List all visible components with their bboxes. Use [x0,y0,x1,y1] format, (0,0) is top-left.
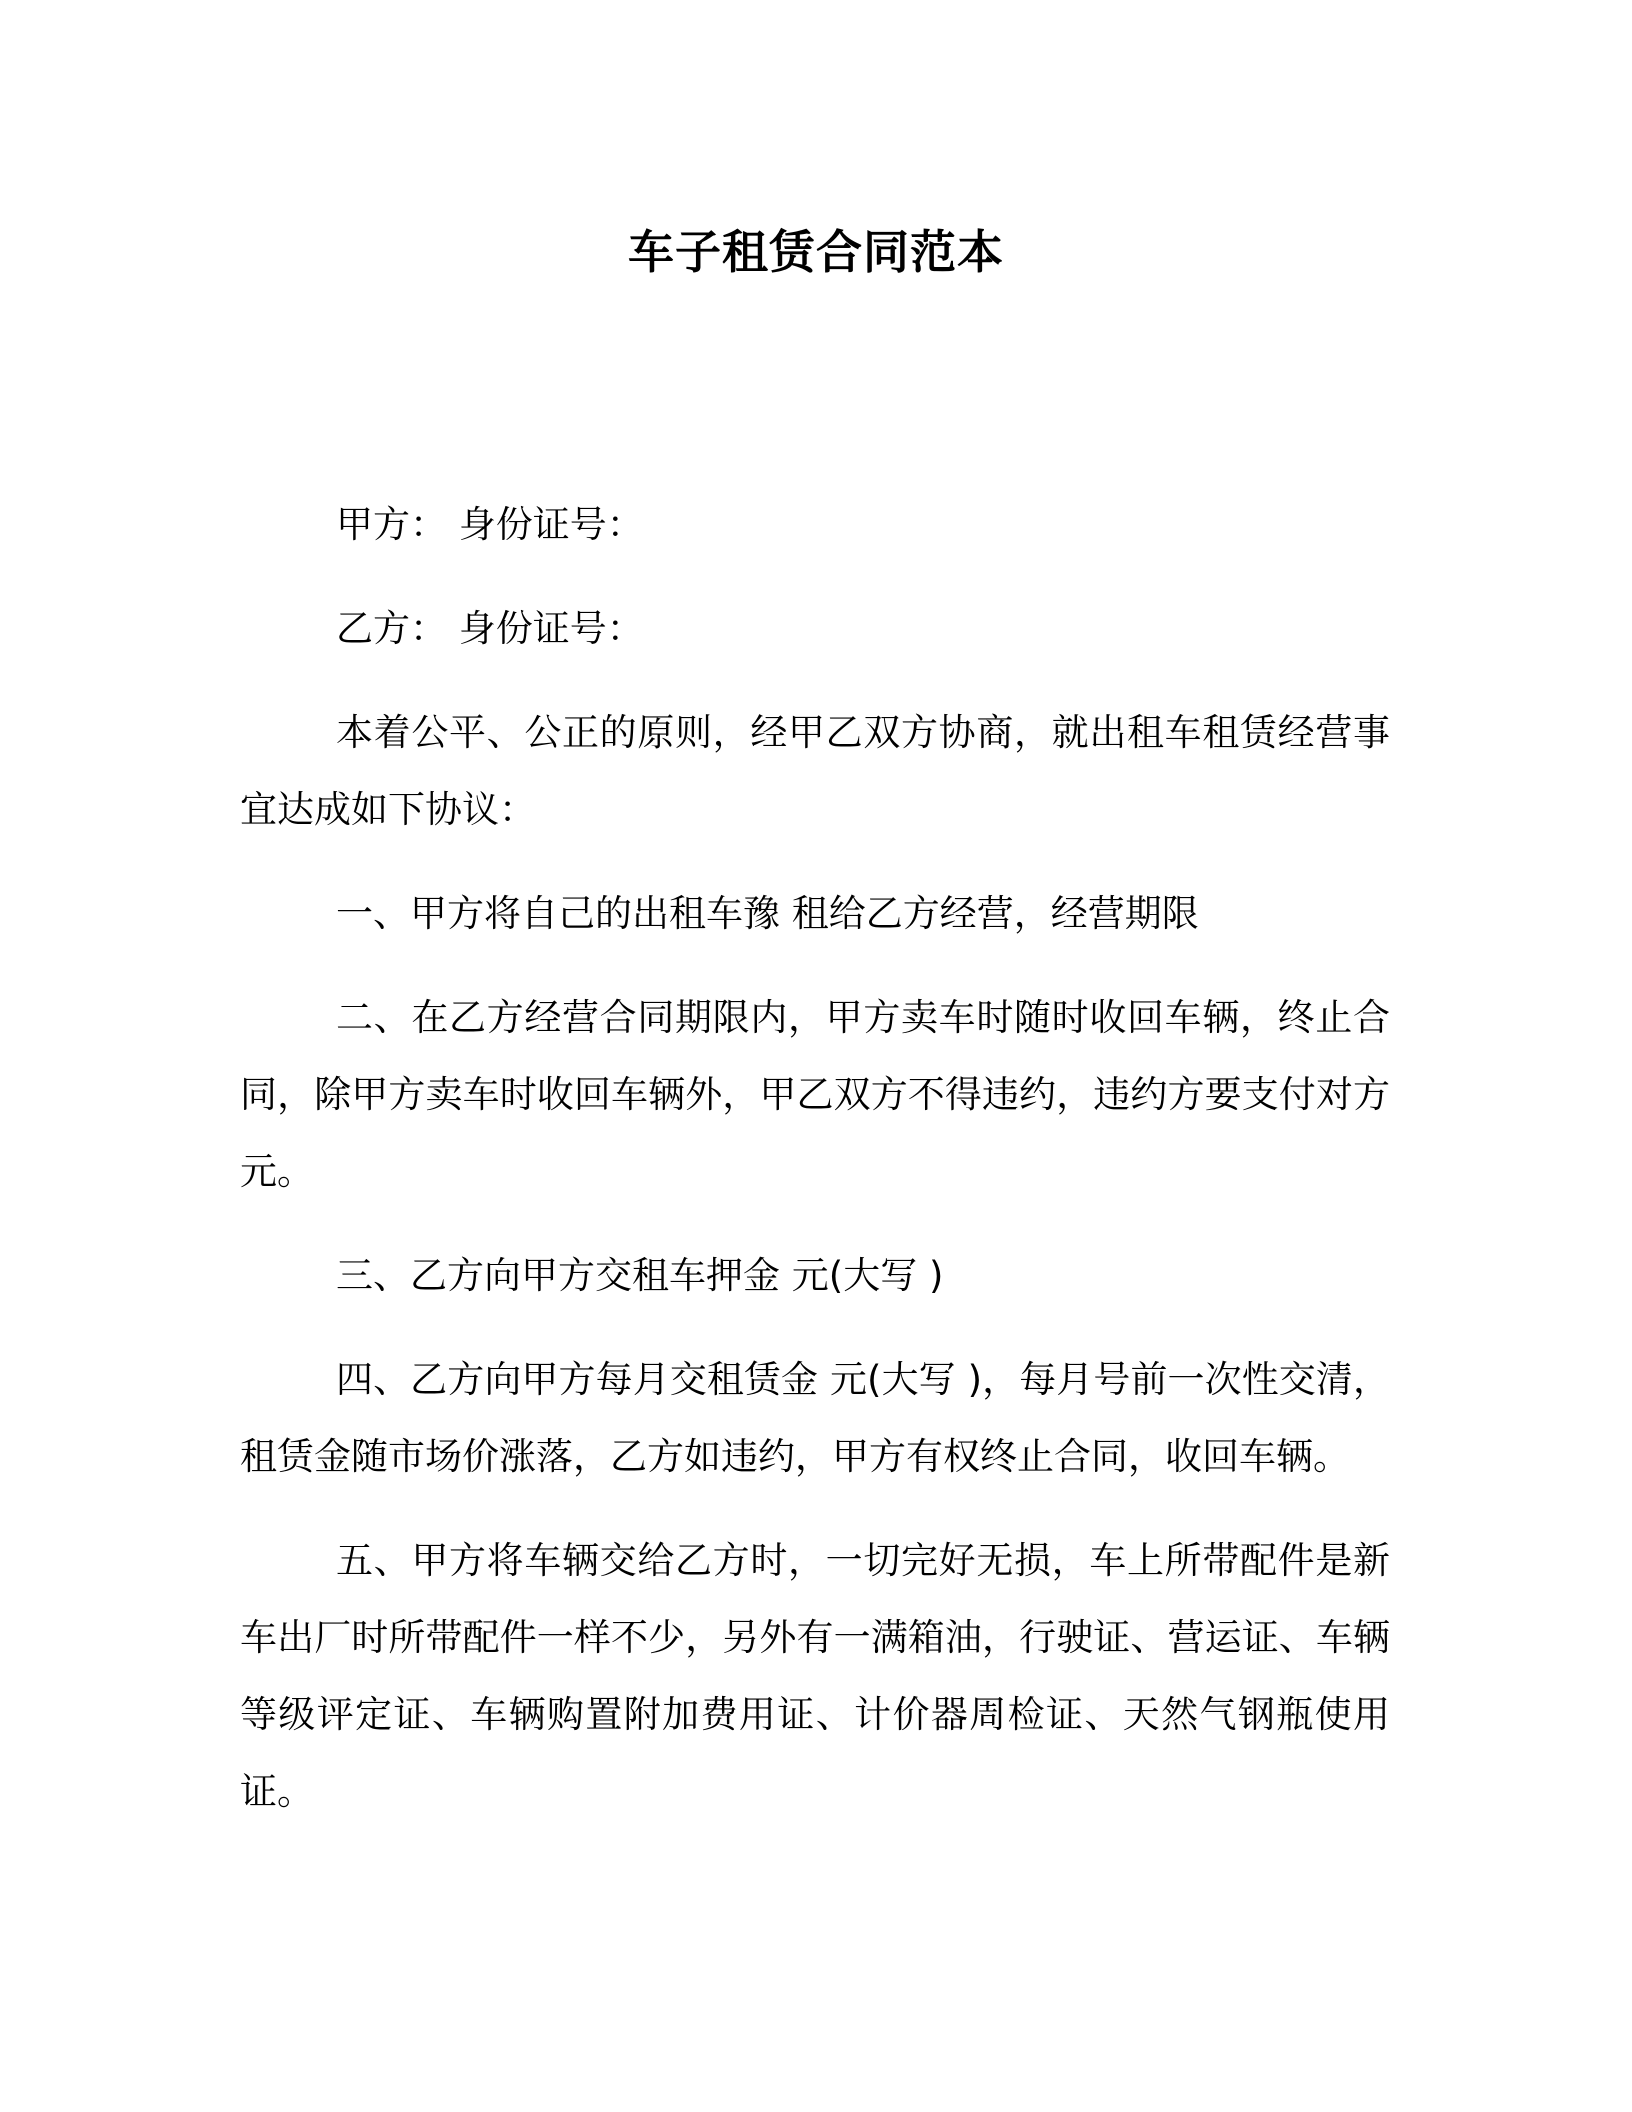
clause-5: 五、甲方将车辆交给乙方时，一切完好无损，车上所带配件是新车出厂时所带配件一样不少，另外有一满箱油，行驶证、营运证、车辆等级评定证、车辆购置附加费用证、计价器周检证、天然气钢瓶使用证。 [240,1539,1390,1813]
document-body [240,486,1390,1857]
party-b-line: 乙方： 身份证号： [336,607,644,650]
document-title: 车子租赁合同范本 [628,225,1004,279]
clause-2: 二、在乙方经营合同期限内，甲方卖车时随时收回车辆，终止合同，除甲方卖车时收回车辆外，甲乙双方不得违约，违约方要支付对方 元。 [240,996,1390,1193]
clause-1: 一、甲方将自己的出租车豫 租给乙方经营，经营期限 [336,892,1199,935]
clause-3: 三、乙方向甲方交租车押金 元(大写 ) [336,1254,944,1297]
clause-4: 四、乙方向甲方每月交租赁金 元(大写 )，每月号前一次性交清，租赁金随市场价涨落，乙方如违约，甲方有权终止合同，收回车辆。 [240,1358,1390,1478]
party-a-line: 甲方： 身份证号： [336,503,644,546]
preamble-paragraph: 本着公平、公正的原则，经甲乙双方协商，就出租车租赁经营事宜达成如下协议： [240,711,1390,831]
